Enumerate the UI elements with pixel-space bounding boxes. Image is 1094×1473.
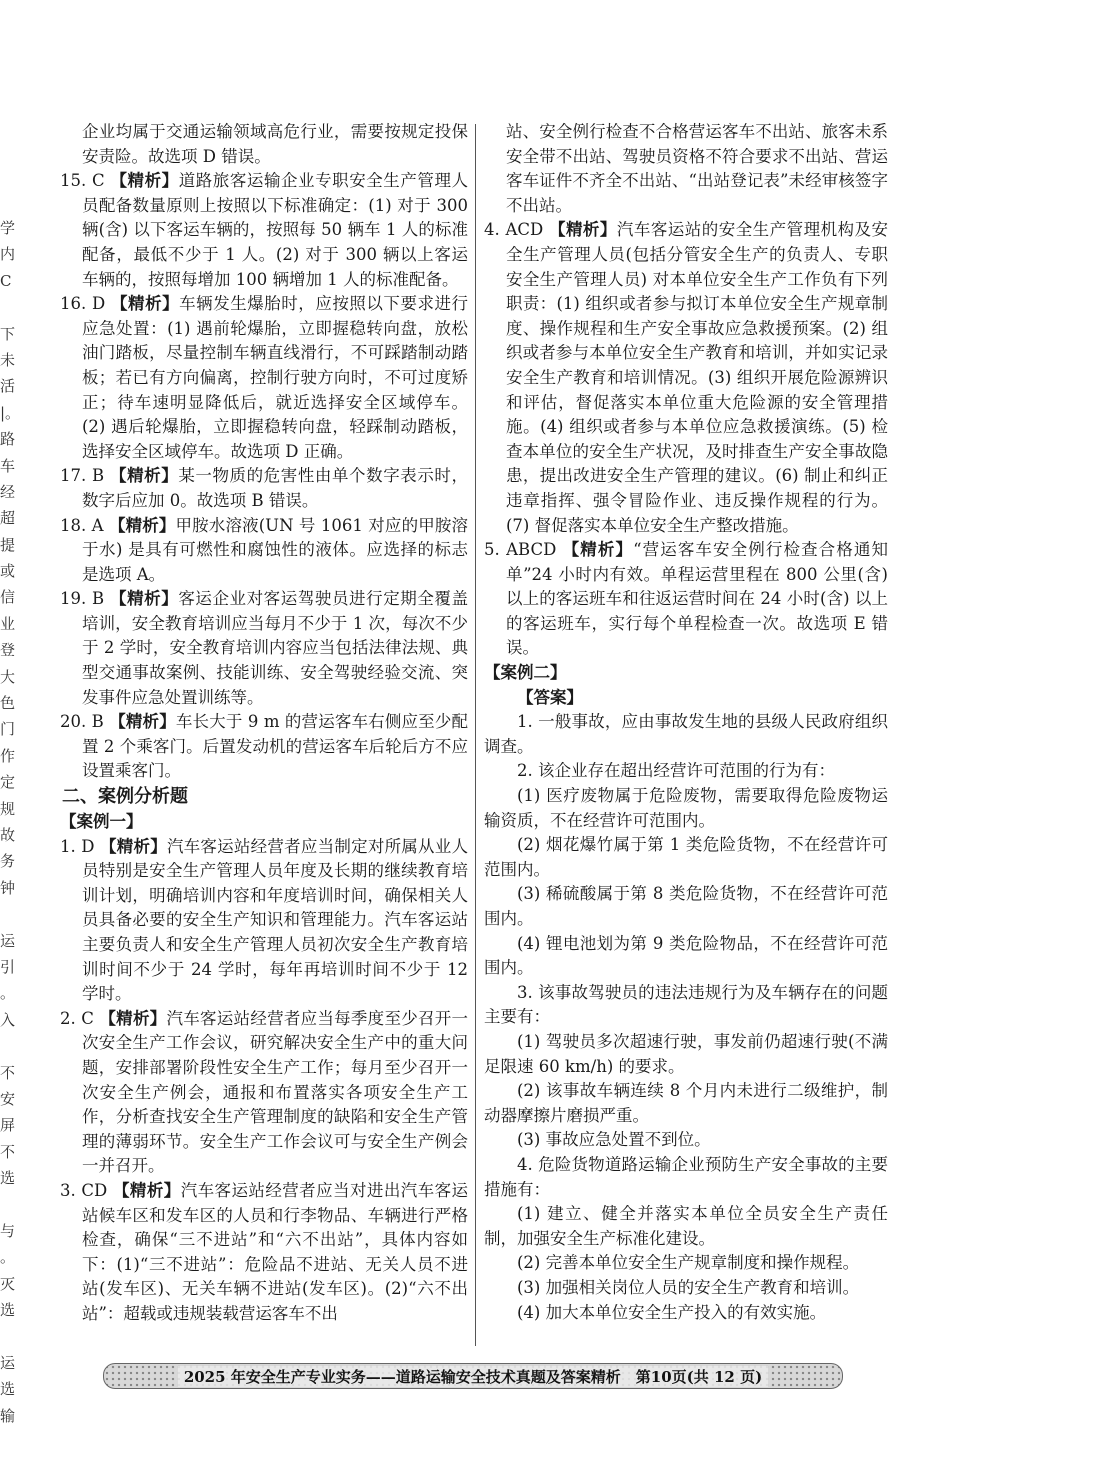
edge-char: 下 [0, 324, 16, 343]
column-divider [475, 124, 476, 1346]
analysis-tag: 【精析】 [110, 466, 179, 486]
case-2-title: 【案例二】 [484, 663, 567, 683]
edge-char: 提 [0, 535, 16, 554]
analysis-tag: 【精析】 [111, 294, 180, 314]
edge-char: 门 [0, 720, 16, 739]
edge-char: 色 [0, 694, 16, 713]
answer-2-point-3: (3) 稀硫酸属于第 8 类危险货物，不在经营许可范围内。 [484, 884, 888, 928]
case-1-item-3 [60, 1179, 468, 1327]
edge-char: 入 [0, 1010, 16, 1029]
answer-3-point-1: (1) 驾驶员多次超速行驶，事发前仍超速行驶(不满足限速 60 km/h) 的要求。 [484, 1031, 888, 1076]
edge-char: 钟 [0, 878, 16, 897]
answer-item-17 [60, 464, 468, 513]
edge-char: 路 [0, 430, 16, 449]
edge-char: 不 [0, 1142, 16, 1161]
answer-4-point-2: (2) 完善本单位安全生产规章制度和操作规程。 [517, 1253, 860, 1273]
answer-item-20 [60, 710, 468, 784]
item-text: 汽车客运站经营者应当对进出汽车客运站候车区和发车区的人员和行李物品、车辆进行严格检查，确保“三不进站”和“六不出站”，具体内容如下：(1)“三不进站”：危险品不进站、无关人员不进站(发车区)、无关车辆不进站(发车区)。(2)“六不出站”：超载或违规装载营运客车不出 [82, 1180, 469, 1323]
case-1-item-4 [484, 218, 888, 538]
edge-char: 。 [0, 984, 16, 1003]
edge-char: 输 [0, 1406, 16, 1425]
item-number: 3. CD [60, 1180, 108, 1200]
edge-char: 运 [0, 931, 16, 950]
item-text: 客运企业对客运驾驶员进行定期全覆盖培训，安全教育培训应当每月不少于 1 次，每次不少于 2 学时，安全教育培训内容应当包括法律法规、典型交通事故案例、技能训练、安全驾驶经验交流、突发事件应急处置训练等。 [82, 589, 468, 707]
case-1-title: 【案例一】 [60, 812, 143, 832]
edge-char: 规 [0, 799, 16, 818]
answer-2: 2. 该企业存在超出经营许可范围的行为有： [517, 761, 835, 781]
analysis-tag: 【精析】 [110, 171, 179, 191]
analysis-tag: 【精析】 [108, 515, 176, 535]
analysis-tag: 【精析】 [112, 1180, 181, 1200]
answer-item-15 [60, 169, 468, 292]
edge-char: 灭 [0, 1274, 16, 1293]
edge-char [0, 1323, 16, 1349]
answer-3-point-3: (3) 事故应急处置不到位。 [517, 1130, 711, 1150]
footer-text: 2025 年安全生产专业实务——道路运输安全技术真题及答案精析 第10页(共 12 页) [178, 1366, 768, 1387]
edge-char: 选 [0, 1169, 16, 1188]
analysis-tag: 【精析】 [548, 220, 617, 240]
item-14-continuation: 企业均属于交通运输领域高危行业，需要按规定投保安责险。故选项 D 错误。 [82, 122, 468, 166]
edge-char: 运 [0, 1353, 16, 1372]
edge-char: 登 [0, 641, 16, 660]
item-number: 1. D [60, 836, 95, 856]
edge-char: 故 [0, 825, 16, 844]
edge-char: 超 [0, 509, 16, 528]
edge-char: 作 [0, 746, 16, 765]
left-column [60, 120, 468, 1327]
answer-3-point-2: (2) 该事故车辆连续 8 个月内未进行二级维护，制动器摩擦片磨损严重。 [484, 1081, 888, 1125]
edge-char: 不 [0, 1063, 16, 1082]
right-column [484, 120, 888, 1325]
answer-item-19 [60, 587, 468, 710]
edge-char: 活 [0, 377, 16, 396]
item-number: 4. ACD [484, 220, 544, 240]
case-1-item-1 [60, 835, 468, 1007]
analysis-tag: 【精析】 [99, 836, 167, 856]
case-1-item-5 [484, 538, 888, 661]
item-number: 19. B [60, 589, 105, 609]
item-text: 汽车客运站的安全生产管理机构及安全生产管理人员(包括分管安全生产的负责人、专职安全生产管理人员) 对本单位安全生产工作负有下列职责：(1) 组织或者参与拟订本单位安全生产规章制度、操作规程和生产安全事故应急救援预案。(2) 组织或者参与本单位安全生产教育和培训，并如实记录安全生产教育和培训情况。(3) 组织开展危险源辨识和评估，督促落实本单位重大危险源的安全管理措施。(4) 组织或者参与本单位应急救援演练。(5) 检查本单位的安全生产状况，及时排查生产安全事故隐患，提出改进安全生产管理的建议。(6) 制止和纠正违章指挥、强令冒险作业、违反操作规程的行为。(7) 督促落实本单位安全生产整改措施。 [506, 220, 889, 535]
answer-title: 【答案】 [517, 687, 583, 707]
edge-char: 或 [0, 562, 16, 581]
edge-char: 选 [0, 1380, 16, 1399]
answer-item-16 [60, 292, 468, 464]
edge-char: |。 [0, 403, 21, 422]
edge-char: 大 [0, 667, 16, 686]
edge-char: 引 [0, 957, 16, 976]
item-number: 20. B [60, 712, 104, 732]
edge-char: 业 [0, 614, 16, 633]
edge-char: 未 [0, 350, 16, 369]
edge-char: 务 [0, 852, 16, 871]
answer-2-point-1: (1) 医疗废物属于危险废物，需要取得危险废物运输资质，不在经营许可范围内。 [484, 786, 888, 830]
item-text: 汽车客运站经营者应当制定对所属从业人员特别是安全生产管理人员年度及长期的继续教育培训计划，明确培训内容和年度培训时间，确保相关人员具备必要的安全生产知识和管理能力。汽车客运站主要负责人和安全生产管理人员初次安全生产教育培训时间不少于 24 学时，每年再培训时间不少于 12 学时。 [82, 836, 469, 1004]
edge-char [0, 294, 16, 320]
analysis-tag: 【精析】 [562, 540, 634, 560]
answer-4-point-3: (3) 加强相关岗位人员的安全生产教育和培训。 [517, 1277, 860, 1297]
answer-4: 4. 危险货物道路运输企业预防生产安全事故的主要措施有： [484, 1154, 888, 1199]
page-footer [103, 1363, 843, 1389]
item-text: 甲胺水溶液(UN 号 1061 对应的甲胺溶于水) 是具有可燃性和腐蚀性的液体。应选择的标志是选项 A。 [82, 515, 469, 584]
item-number: 16. D [60, 294, 106, 314]
item-number: 15. C [60, 171, 105, 191]
answer-2-point-4: (4) 锂电池划为第 9 类危险物品，不在经营许可范围内。 [484, 933, 888, 978]
edge-char: 屏 [0, 1116, 16, 1135]
edge-char [0, 901, 16, 927]
answer-4-point-1: (1) 建立、健全并落实本单位全员安全生产责任制，加强安全生产标准化建设。 [484, 1204, 888, 1248]
edge-char: C [0, 271, 12, 290]
item-number: 5. ABCD [484, 540, 557, 560]
edge-char: 安 [0, 1089, 16, 1108]
item-text: 道路旅客运输企业专职安全生产管理人员配备数量原则上按照以下标准确定：(1) 对于 300 辆(含) 以下客运车辆的，按照每 50 辆车 1 人的标准配备，最低不少于 1 人。(2) 对于 300 辆以上客运车辆的，按照每增加 100 辆增加 1 人的标准配备。 [82, 171, 469, 289]
item-number: 18. A [60, 515, 104, 535]
section-title: 二、案例分析题 [62, 786, 188, 808]
edge-char: 车 [0, 456, 16, 475]
item-number: 2. C [60, 1008, 94, 1028]
item-text: 车长大于 9 m 的营运客车右侧应至少配置 2 个乘客门。后置发动机的营运客车后轮后方不应设置乘客门。 [82, 712, 468, 781]
case-1-item-3-continuation: 站、安全例行检查不合格营运客车不出站、旅客未系安全带不出站、驾驶员资格不符合要求不出站、营运客车证件不齐全不出站、“出站登记表”未经审核签字不出站。 [506, 122, 888, 215]
answer-item-18 [60, 514, 468, 588]
answer-1: 1. 一般事故，应由事故发生地的县级人民政府组织调查。 [484, 712, 888, 756]
edge-char: 学 [0, 219, 16, 237]
case-1-item-2 [60, 1007, 468, 1179]
edge-char: 信 [0, 588, 16, 607]
item-number: 17. B [60, 466, 105, 486]
edge-char: 。 [0, 1248, 16, 1267]
item-text: 某一物质的危害性由单个数字表示时，数字后应加 0。故选项 B 错误。 [82, 466, 468, 510]
edge-char [0, 1033, 16, 1059]
answer-4-point-4: (4) 加大本单位安全生产投入的有效实施。 [517, 1302, 827, 1322]
edge-char: 与 [0, 1221, 16, 1240]
edge-char: 内 [0, 245, 16, 264]
edge-char [0, 1191, 16, 1217]
analysis-tag: 【精析】 [110, 589, 179, 609]
analysis-tag: 【精析】 [109, 712, 176, 732]
edge-char: 经 [0, 482, 16, 501]
edge-char: 选 [0, 1301, 16, 1320]
item-text: 汽车客运站经营者应当每季度至少召开一次安全生产工作会议，研究解决安全生产中的重大问题，安排部署阶段性安全生产工作；每月至少召开一次安全生产例会，通报和布置落实各项安全生产工作，分析查找安全生产管理制度的缺陷和安全生产管理的薄弱环节。安全生产工作会议可与安全生产例会一并召开。 [82, 1008, 469, 1176]
answer-2-point-2: (2) 烟花爆竹属于第 1 类危险货物，不在经营许可范围内。 [484, 835, 888, 879]
edge-char: 定 [0, 773, 16, 792]
item-text: 车辆发生爆胎时，应按照以下要求进行应急处置：(1) 遇前轮爆胎，立即握稳转向盘，放松油门踏板，尽量控制车辆直线滑行，不可踩踏制动踏板；若已有方向偏离，控制行驶方向时，不可过度矫正；待车速明显降低后，就近选择安全区域停车。(2) 遇后轮爆胎，立即握稳转向盘，轻踩制动踏板，选择安全区域停车。故选项 D 正确。 [82, 294, 469, 461]
answer-3: 3. 该事故驾驶员的违法违规行为及车辆存在的问题主要有： [484, 982, 888, 1027]
analysis-tag: 【精析】 [99, 1008, 167, 1028]
item-text: “营运客车安全例行检查合格通知单”24 小时内有效。单程运营里程在 800 公里(含) 以上的客运班车和往返运营时间在 24 小时(含) 以上的客运班车，实行每个单程检查一次。故选项 E 错误。 [506, 540, 888, 658]
adjacent-page-edge [0, 215, 21, 1429]
